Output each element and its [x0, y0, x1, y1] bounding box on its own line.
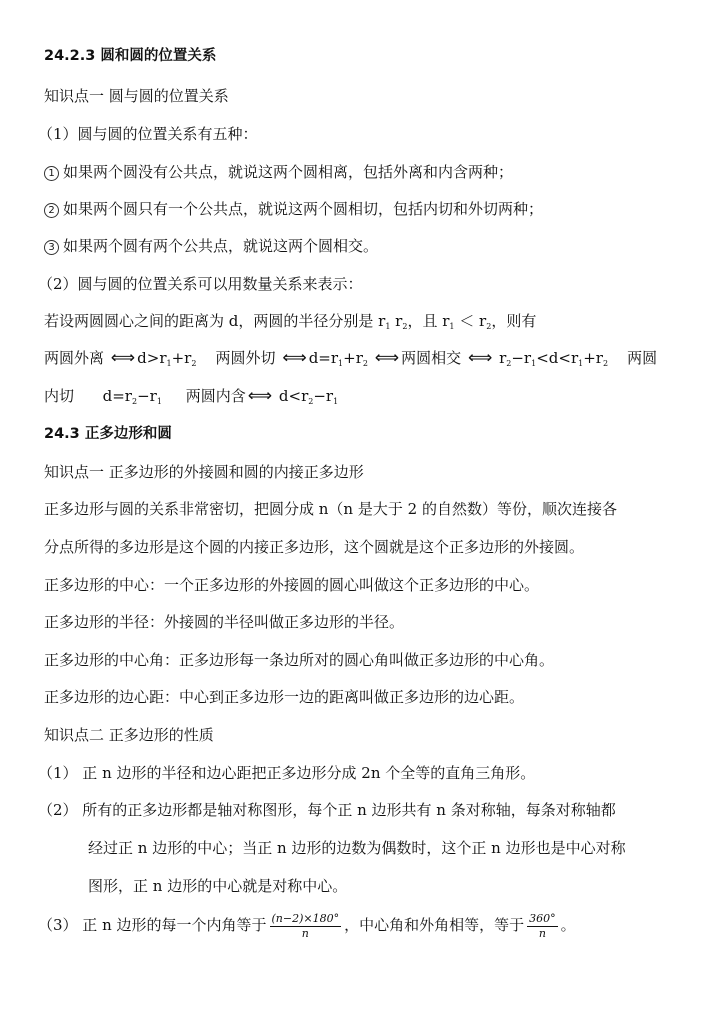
iff-arrow-icon: ⟺	[467, 348, 493, 368]
subscript: 1	[578, 359, 584, 368]
subscript: 2	[362, 359, 368, 368]
list-item	[44, 236, 378, 256]
iff-arrow-icon: ⟺	[247, 386, 273, 406]
subscript: 1	[166, 359, 172, 368]
relation-label: 两圆相交	[401, 349, 462, 367]
relation-label: 两圆外离	[44, 349, 105, 367]
subscript: 1	[449, 322, 455, 331]
subscript: 2	[402, 322, 408, 331]
subscript: 2	[506, 359, 512, 368]
iff-arrow-icon: ⟺	[110, 348, 136, 368]
relation-line-1	[44, 348, 657, 374]
subscript: 2	[191, 359, 197, 368]
formula: +r	[343, 349, 363, 367]
list-item-text: 如果两个圆有两个公共点，就说这两个圆相交。	[63, 237, 379, 255]
fraction-denominator: n	[301, 926, 309, 940]
knowledge-point-heading: 知识点二 正多边形的性质	[44, 726, 214, 744]
knowledge-point-heading: 知识点一 正多边形的外接圆和圆的内接正多边形	[44, 463, 364, 481]
formula: d=r	[102, 387, 132, 405]
subscript: 1	[338, 359, 344, 368]
knowledge-point-heading: 知识点一 圆与圆的位置关系	[44, 87, 229, 105]
text: 若设两圆圆心之间的距离为 d，两圆的半径分别是 r	[44, 312, 386, 330]
list-item	[44, 162, 513, 182]
iff-arrow-icon: ⟺	[282, 348, 307, 368]
relation-line-2	[44, 386, 338, 412]
property-1: （1） 正 n 边形的半径和边心距把正多边形分成 2n 个全等的直角三角形。	[38, 764, 536, 782]
relation-label: 两圆	[627, 349, 658, 367]
fraction-numerator: (n−2)×180°	[271, 911, 340, 925]
text: ，则有	[491, 312, 537, 330]
subscript: 1	[333, 397, 339, 406]
list-item	[44, 199, 543, 219]
property-2-cont: 经过正 n 边形的中心；当正 n 边形的边数为偶数时，这个正 n 边形也是中心对称	[88, 839, 626, 857]
formula: r	[499, 349, 507, 367]
definition-apothem: 正多边形的边心距：中心到正多边形一边的距离叫做正多边形的边心距。	[44, 688, 525, 706]
fraction-numerator: 360°	[529, 911, 556, 925]
subscript: 2	[131, 397, 138, 406]
fraction-denominator: n	[538, 926, 546, 940]
paragraph: （1）圆与圆的位置关系有五种：	[38, 125, 258, 143]
subscript: 2	[602, 359, 609, 368]
relation-label: 内切	[44, 387, 75, 405]
section-title: 24.2.3 圆和圆的位置关系	[44, 48, 217, 64]
interior-angle-fraction	[270, 912, 342, 941]
formula: −r	[313, 387, 334, 405]
subscript: 1	[531, 359, 537, 368]
formula: d>r	[137, 349, 167, 367]
circled-number: 1	[44, 166, 59, 181]
paragraph: （2）圆与圆的位置关系可以用数量关系来表示：	[38, 275, 363, 293]
definition-central-angle: 正多边形的中心角：正多边形每一条边所对的圆心角叫做正多边形的中心角。	[44, 651, 555, 669]
text: ，且 r	[407, 312, 450, 330]
circled-number: 3	[44, 240, 59, 255]
relation-label: 两圆内含	[185, 387, 246, 405]
formula: −r	[511, 349, 532, 367]
formula: +r	[583, 349, 603, 367]
list-item-text: 如果两个圆没有公共点，就说这两个圆相离，包括外离和内含两种；	[63, 163, 514, 181]
definition-center: 正多边形的中心：一个正多边形的外接圆的圆心叫做这个正多边形的中心。	[44, 576, 540, 594]
property-2-cont: 图形，正 n 边形的中心就是对称中心。	[88, 877, 348, 895]
property-2: （2） 所有的正多边形都是轴对称图形，每个正 n 边形共有 n 条对称轴，每条对称轴都	[38, 801, 616, 819]
paragraph: 分点所得的多边形是这个圆的内接正多边形，这个圆就是这个正多边形的外接圆。	[44, 538, 585, 556]
paragraph-distance	[44, 311, 536, 337]
property-3	[38, 906, 576, 944]
subscript: 2	[308, 397, 314, 406]
text: ，中心角和外角相等，等于	[344, 916, 525, 934]
paragraph: 正多边形与圆的关系非常密切，把圆分成 n（n 是大于 2 的自然数）等份，顺次连接各	[44, 500, 617, 518]
formula: +r	[171, 349, 192, 367]
formula: d=r	[308, 349, 339, 367]
text: ＜ r	[454, 312, 487, 330]
text: r	[390, 312, 403, 330]
subscript: 2	[486, 322, 492, 331]
subscript: 1	[156, 397, 162, 406]
text: 。	[560, 916, 576, 934]
section-title: 24.3 正多边形和圆	[44, 426, 172, 442]
iff-arrow-icon: ⟺	[374, 348, 400, 368]
formula: d<r	[278, 387, 309, 405]
text: （3） 正 n 边形的每一个内角等于	[38, 916, 267, 934]
formula: <d<r	[536, 349, 579, 367]
circled-number: 2	[44, 203, 59, 218]
relation-label: 两圆外切	[215, 349, 276, 367]
central-angle-fraction	[527, 912, 558, 941]
subscript: 1	[385, 322, 391, 331]
list-item-text: 如果两个圆只有一个公共点，就说这两个圆相切，包括内切和外切两种；	[63, 200, 544, 218]
formula: −r	[137, 387, 157, 405]
definition-radius: 正多边形的半径：外接圆的半径叫做正多边形的半径。	[44, 613, 405, 631]
